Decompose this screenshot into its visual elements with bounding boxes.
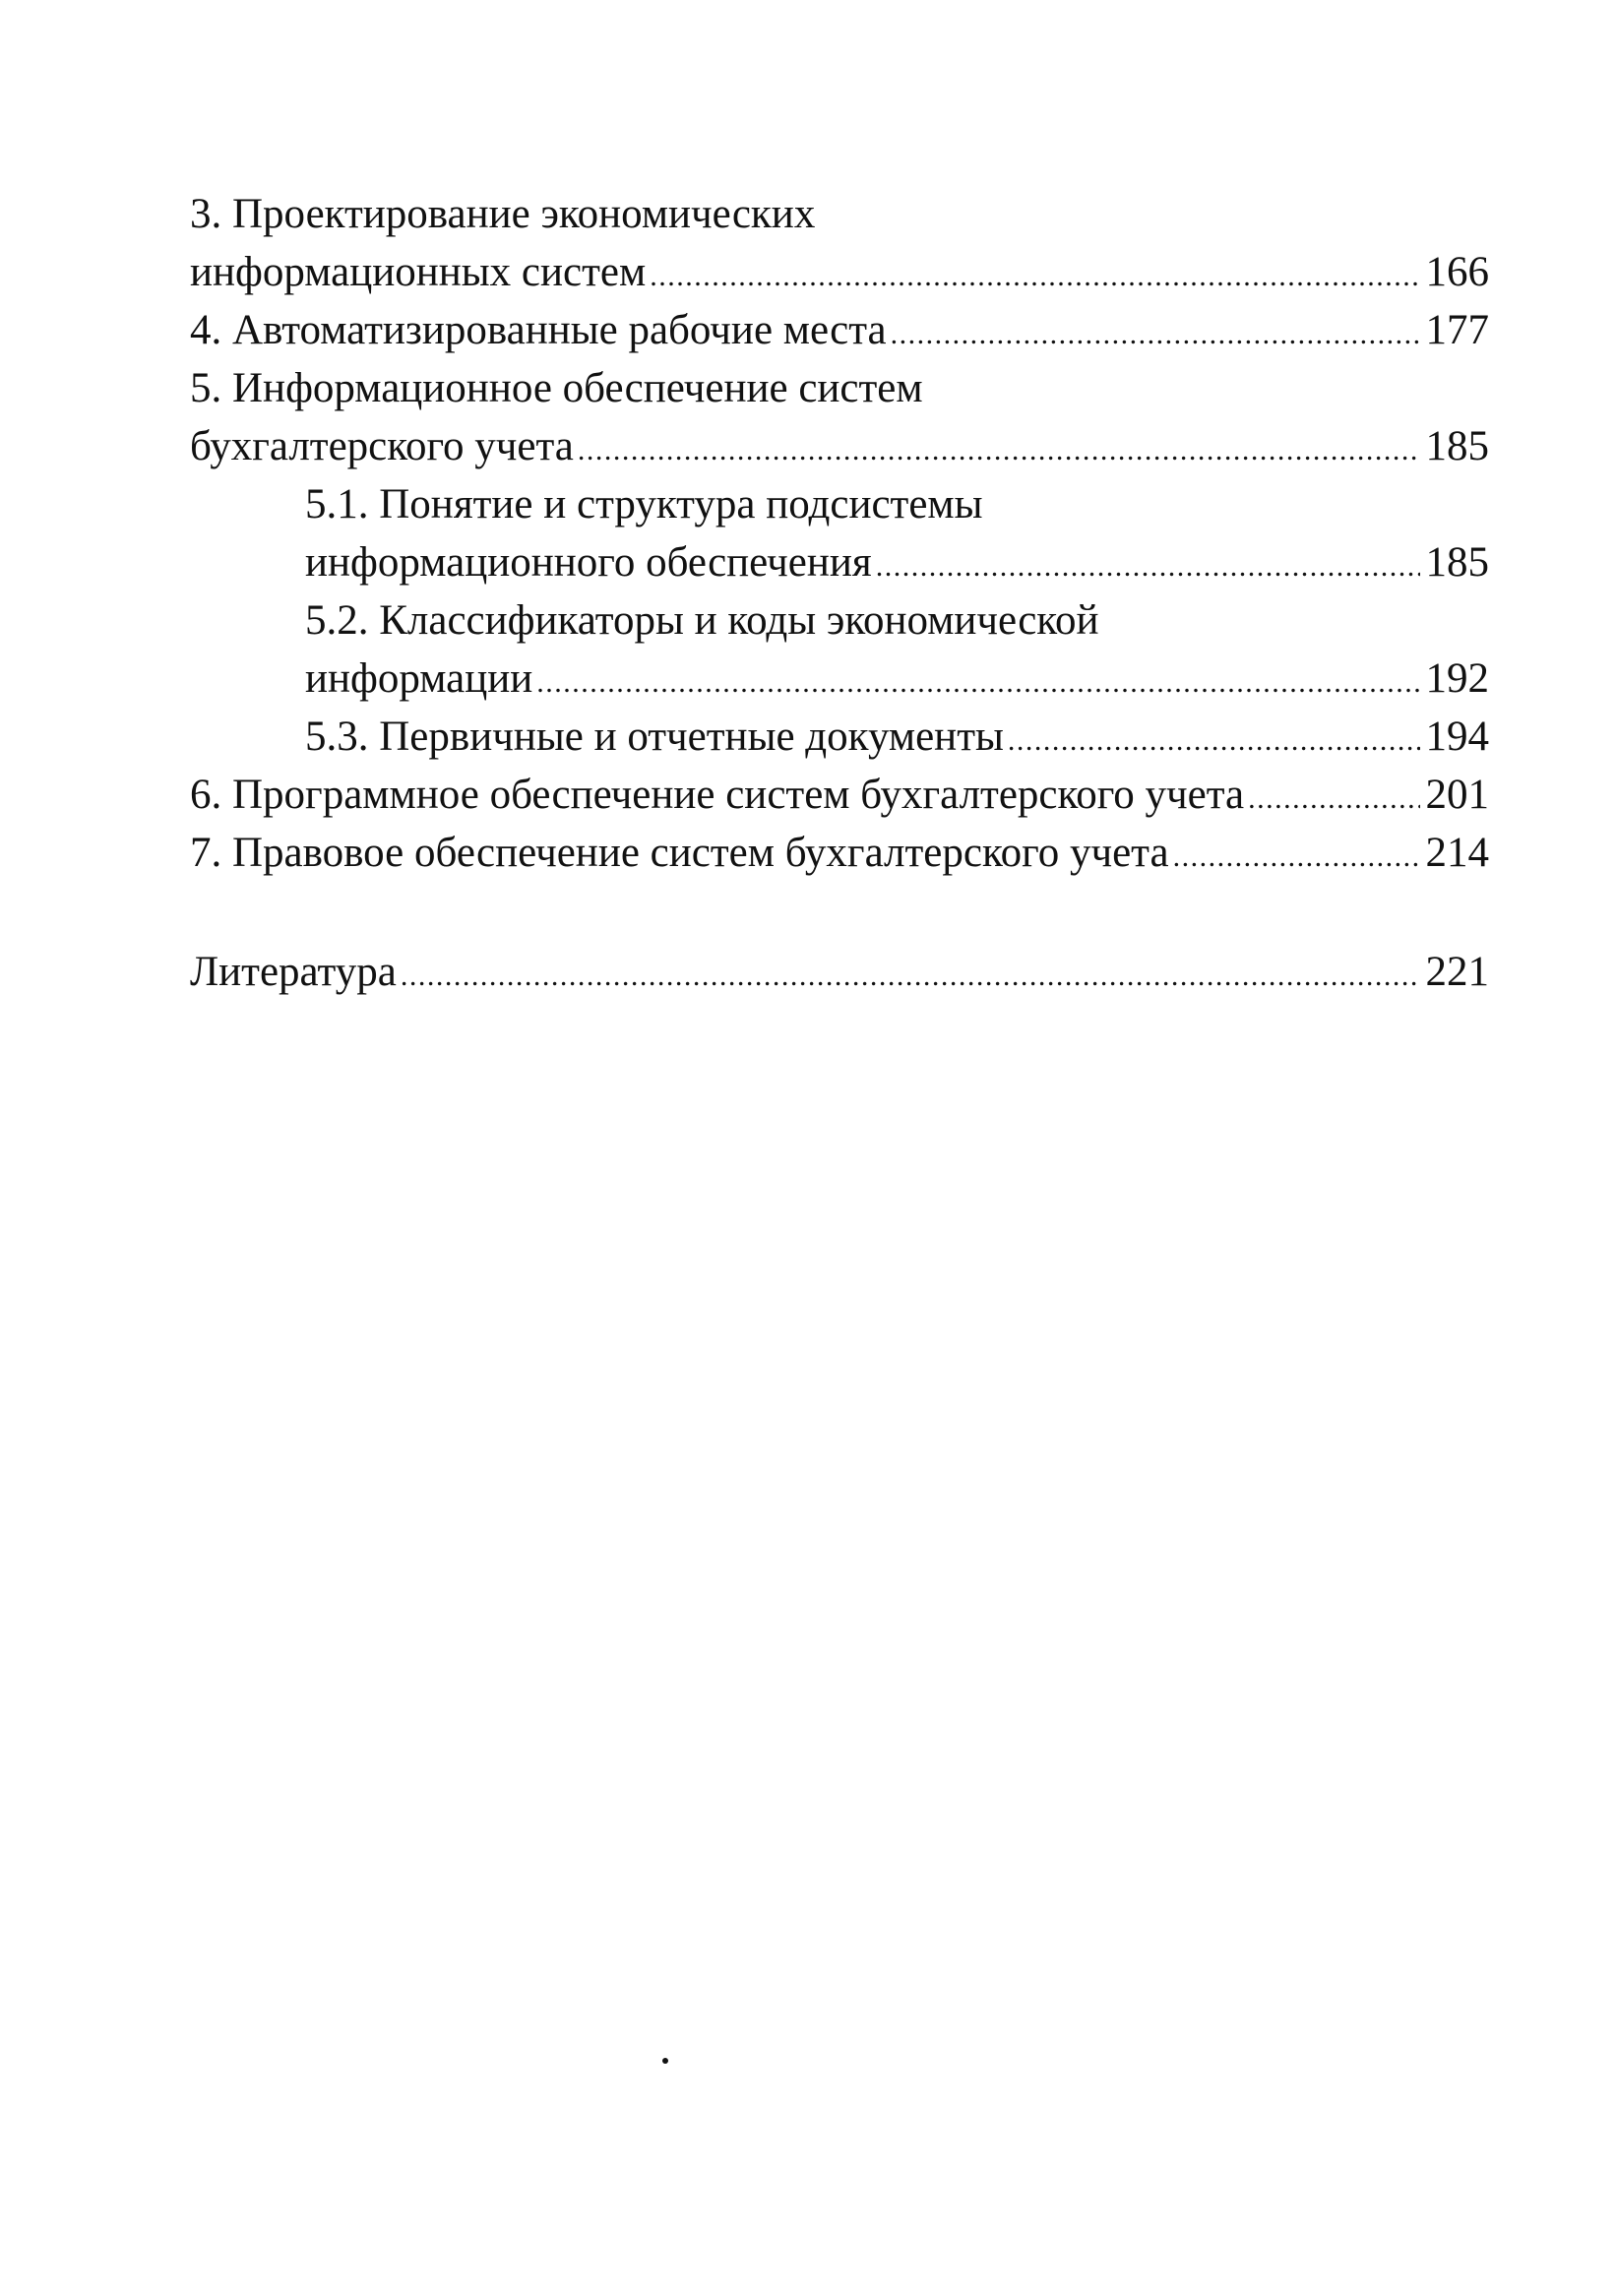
dot-leader — [876, 537, 1420, 595]
toc-entry-title: 6. Программное обеспечение систем бухгалтерского учета — [190, 772, 1245, 818]
toc-page-number: 185 — [1425, 423, 1489, 469]
dot-leader — [1248, 770, 1419, 828]
toc-page-number: 201 — [1425, 772, 1489, 818]
dot-leader — [536, 653, 1419, 712]
toc-page-number: 221 — [1425, 949, 1489, 995]
dot-leader — [401, 947, 1420, 1005]
toc-subentry-title: 5.1. Понятие и структура подсистемы — [305, 481, 983, 527]
toc-entry-5-2-continuation — [190, 650, 1489, 708]
toc-entry-title: 3. Проектирование экономических — [190, 191, 816, 237]
table-of-contents — [190, 185, 1489, 1001]
dot-leader — [650, 247, 1419, 305]
toc-entry-4 — [190, 301, 1489, 359]
toc-subentry-title: 5.3. Первичные и отчетные документы — [305, 714, 1004, 760]
toc-entry-5-continuation — [190, 417, 1489, 475]
scan-speck — [662, 2058, 668, 2064]
toc-entry-5-2-heading — [190, 591, 1489, 650]
dot-leader — [1173, 828, 1420, 886]
toc-entry-7 — [190, 824, 1489, 882]
toc-entry-5-1-heading — [190, 475, 1489, 533]
toc-entry-5-3 — [190, 708, 1489, 766]
dot-leader — [578, 421, 1420, 479]
toc-page-number: 192 — [1425, 655, 1489, 702]
dot-leader — [891, 305, 1420, 363]
toc-entry-title: 5. Информационное обеспечение систем — [190, 365, 923, 411]
toc-entry-5-heading — [190, 359, 1489, 417]
dot-leader — [1008, 712, 1420, 770]
toc-literature-title: Литература — [190, 949, 397, 995]
toc-page-number: 166 — [1425, 249, 1489, 295]
toc-entry-literature — [190, 943, 1489, 1001]
toc-page-number: 185 — [1425, 539, 1489, 586]
toc-entry-title: 7. Правовое обеспечение систем бухгалтерского учета — [190, 830, 1169, 876]
toc-entry-5-1-continuation — [190, 533, 1489, 591]
toc-entry-6 — [190, 766, 1489, 824]
toc-entry-3-continuation — [190, 243, 1489, 301]
toc-page-number: 177 — [1425, 307, 1489, 353]
toc-page-number: 214 — [1425, 830, 1489, 876]
toc-subentry-title-continuation: информации — [305, 655, 533, 702]
toc-subentry-title-continuation: информационного обеспечения — [305, 539, 872, 586]
toc-entry-3-heading — [190, 185, 1489, 243]
toc-subentry-title: 5.2. Классификаторы и коды экономической — [305, 597, 1099, 644]
toc-page-number: 194 — [1425, 714, 1489, 760]
toc-entry-title-continuation: информационных систем — [190, 249, 647, 295]
toc-entry-title: 4. Автоматизированные рабочие места — [190, 307, 887, 353]
toc-entry-title-continuation: бухгалтерского учета — [190, 423, 574, 469]
